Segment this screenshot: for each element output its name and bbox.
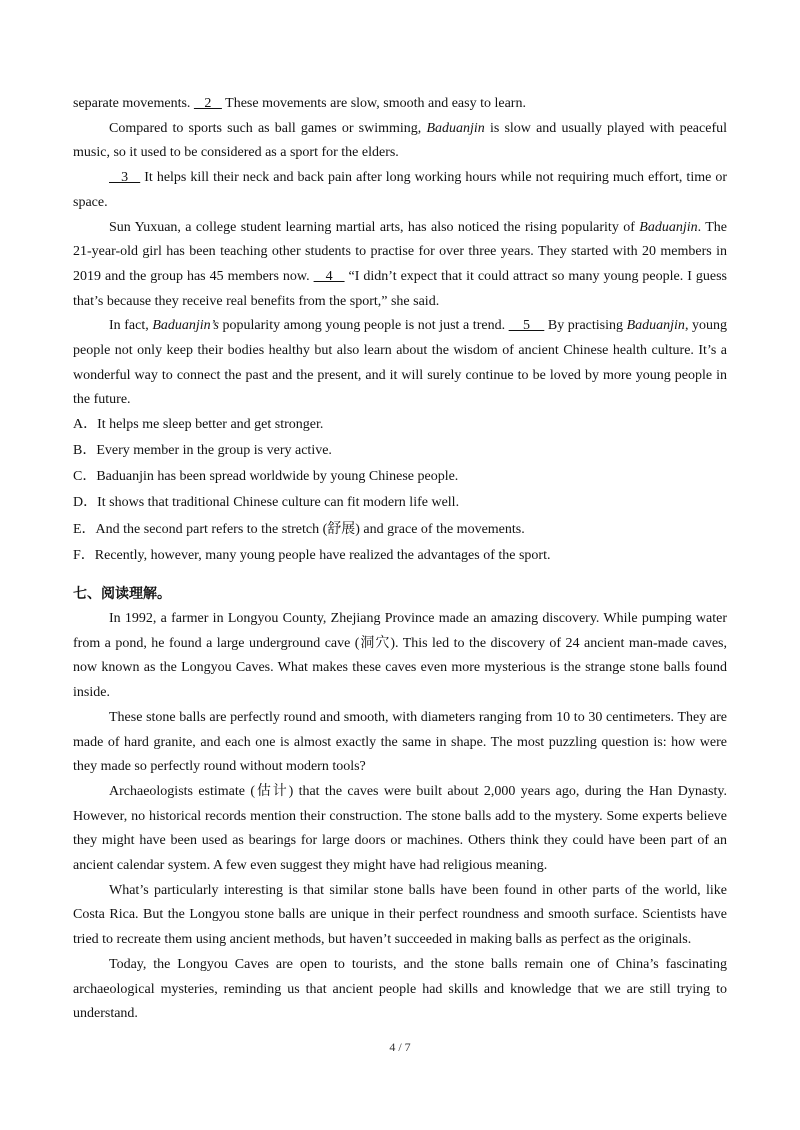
text: Sun Yuxuan, a college student learning martial arts, has also noticed the rising popularity of (109, 219, 640, 235)
text: popularity among young people is not just a trend. (218, 318, 509, 334)
passage1-paragraph-1 (73, 117, 727, 166)
passage2-paragraph-4: Today, the Longyou Caves are open to tourists, and the stone balls remain one of China’s fascinating archaeological mysteries, reminding us that ancient people had skills and knowledge that we are still trying to understand. (73, 956, 727, 1022)
passage1-paragraph-3 (73, 216, 727, 315)
passage1-paragraph-2 (73, 166, 727, 215)
options-list (73, 413, 727, 568)
text: Compared to sports such as ball games or swimming, (109, 120, 427, 136)
passage2-paragraph-2: Archaeologists estimate (估计) that the caves were built about 2,000 years ago, during the Han Dynasty. However, no historical records mention their construction. The stone balls add to the mystery. Some experts believe they might have been used as bearings for large doors or machines. Others think they could have been part of an ancient calendar system. A few even suggest they might have had religious meaning. (73, 783, 727, 874)
text: “I didn’t expect that it could attract so many young people. I guess that’s because they receive real benefits from the sport,” she said. (73, 268, 728, 309)
blank-4: 4 (313, 268, 345, 284)
passage2-paragraph-1: These stone balls are perfectly round and smooth, with diameters ranging from 10 to 30 centimeters. They are made of hard granite, and each one is almost exactly the same in shape. The most puzzling question is: how were they made so perfectly round without modern tools? (73, 709, 727, 775)
option-e: E．And the second part refers to the stretch (舒展) and grace of the movements. (73, 521, 525, 537)
text: By practising (544, 318, 627, 334)
option-c: C．Baduanjin has been spread worldwide by young Chinese people. (73, 469, 459, 485)
text: In fact, (109, 318, 153, 334)
text: separate movements. (73, 96, 194, 111)
text: These movements are slow, smooth and easy to learn. (221, 96, 526, 111)
option-f: F．Recently, however, many young people have realized the advantages of the sport. (73, 547, 551, 563)
italic-term: Baduanjin (626, 318, 685, 334)
blank-3: 3 (109, 170, 141, 186)
passage1-paragraph-4 (73, 314, 727, 413)
blank-5: 5 (508, 318, 545, 334)
page-content (73, 92, 727, 1027)
passage2-paragraph-0: In 1992, a farmer in Longyou County, Zhejiang Province made an amazing discovery. While pumping water from a pond, he found a large underground cave (洞穴). This led to the discovery of 24 ancient man-made caves, now known as the Longyou Caves. What makes these caves even more mysterious is the strange stone balls found inside. (73, 611, 727, 701)
text: It helps kill their neck and back pain after long working hours while not requiring much effort, time or space. (73, 170, 728, 210)
option-a: A．It helps me sleep better and get stronger. (73, 417, 324, 433)
option-b: B．Every member in the group is very active. (73, 443, 332, 459)
text: . The 21-year-old girl has been teaching other students to practise for over three years. They started with 20 members in 2019 and the group has 45 members now. (73, 219, 728, 284)
passage1-paragraph-0 (73, 92, 727, 117)
italic-term: Baduanjin (426, 120, 485, 136)
blank-2: 2 (193, 96, 222, 111)
option-d: D．It shows that traditional Chinese culture can fit modern life well. (73, 495, 460, 511)
italic-term: Baduanjin (639, 219, 698, 235)
passage2-paragraph-3: What’s particularly interesting is that similar stone balls have been found in other parts of the world, like Costa Rica. But the Longyou stone balls are unique in their perfect roundness and smooth surface. Scientists have tried to recreate them using ancient methods, but haven’t succeeded in making balls as perfect as the originals. (73, 882, 727, 948)
text: is slow and usually played with peaceful music, so it used to be considered as a sport for the elders. (73, 120, 727, 161)
italic-term: Baduanjin’s (152, 318, 219, 334)
page-number: 4 / 7 (389, 1040, 411, 1054)
section-title: 七、阅读理解。 (73, 586, 171, 603)
text: , young people not only keep their bodies healthy but also learn about the wisdom of ancient Chinese health culture. It’s a wonderful way to connect the past and the present, and it will surely continue to be loved by more young people in the future. (73, 318, 728, 408)
